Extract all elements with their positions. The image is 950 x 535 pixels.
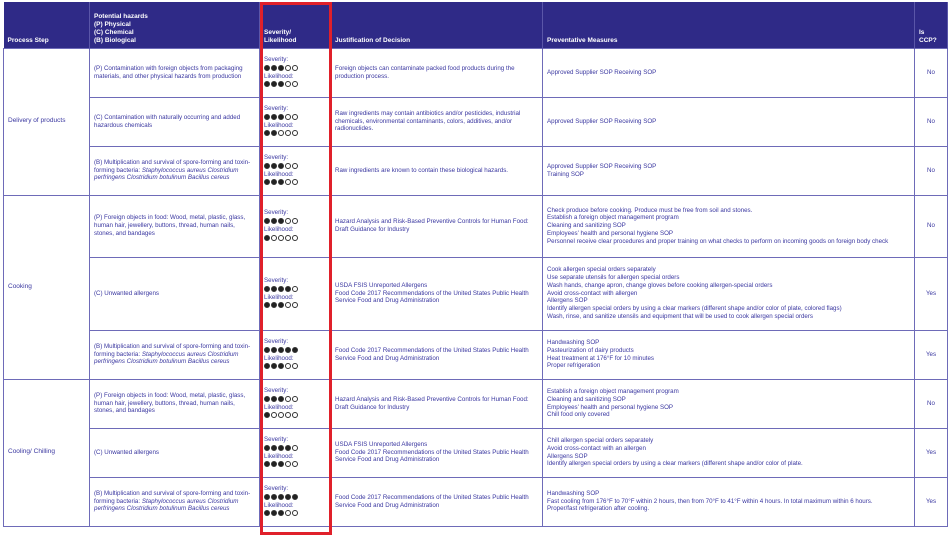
likelihood-dot-empty [278,412,284,418]
measure-item: Cleaning and sanitizing SOP [547,222,626,230]
severity-dot-filled [264,65,270,71]
table-row [4,195,948,257]
likelihood-dot-empty [292,81,298,87]
justification-line: Foreign objects can contaminate packed food products during the production process. [335,64,515,80]
severity-dots [264,494,326,500]
likelihood-dots [264,81,326,87]
likelihood-dot-filled [278,363,284,369]
severity-dot-filled [271,114,277,120]
justification-cell [331,428,543,477]
severity-cell [260,195,331,257]
header-ccp: Is CCP? [915,2,948,48]
measure-item: Approved Supplier SOP Receiving SOP [547,162,657,170]
measure-item: Establish a foreign object management program [547,214,679,222]
severity-dot-filled [292,494,298,500]
table-header-row [4,2,948,48]
severity-dot-filled [285,445,291,451]
measures-cell [543,379,915,428]
hazard-cell [90,48,260,97]
severity-dot-filled [271,163,277,169]
hazard-text: (P) Foreign objects in food: Wood, metal, plastic, glass, human hair, jewellery, buttons, thread, human nails, stones, and bandages [94,214,246,237]
hazard-text: (P) Foreign objects in food: Wood, metal, plastic, glass, human hair, jewellery, buttons, thread, human nails, stones, and bandages [94,391,246,415]
measure-item: Cook allergen special orders separately [547,266,656,274]
likelihood-label: Likelihood: [264,293,294,301]
hazard-text: (P) Contamination with foreign objects from packaging materials, and other physical hazards from production [94,64,243,80]
severity-cell [260,48,331,97]
severity-label: Severity: [264,153,289,161]
ccp-cell: Yes [915,477,948,526]
likelihood-dot-filled [264,81,270,87]
measure-item: Proper/fast refrigeration after cooling. [547,505,650,513]
likelihood-dot-empty [292,412,298,418]
justification-line: USDA FSIS Unreported Allergens [335,281,428,289]
likelihood-dots [264,363,326,369]
hazard-text: (B) Multiplication and survival of spore-forming and toxin-forming bacteria: [94,489,251,505]
justification-line: Hazard Analysis and Risk-Based Preventive Controls for Human Food: Draft Guidance for Industry [335,395,529,411]
likelihood-dot-filled [264,235,270,241]
hazard-cell [90,195,260,257]
severity-dot-filled [271,65,277,71]
severity-dot-filled [278,347,284,353]
severity-dot-filled [278,163,284,169]
likelihood-dot-empty [271,235,277,241]
table-row [4,48,948,97]
likelihood-dot-empty [278,235,284,241]
likelihood-label: Likelihood: [264,226,294,233]
severity-dot-empty [292,286,298,292]
severity-dot-filled [264,494,270,500]
likelihood-dots [264,130,326,136]
measure-item: Approved Supplier SOP Receiving SOP [547,68,657,76]
ccp-cell: No [915,97,948,146]
justification-cell [331,477,543,526]
severity-cell [260,97,331,146]
likelihood-dot-filled [264,302,270,308]
justification-line: Food Code 2017 Recommendations of the United States Public Health Service Food and Drug Administration [335,493,529,509]
severity-dot-filled [285,286,291,292]
measure-item: Employees' health and personal hygiene SOP [547,229,674,237]
likelihood-dot-empty [292,235,298,241]
severity-label: Severity: [264,435,289,443]
likelihood-dots [264,302,326,308]
measure-item: Chill food only covered [547,411,610,419]
justification-cell [331,195,543,257]
table-row [4,257,948,330]
measure-item: Heat treatment at 176°F for 10 minutes [547,354,655,362]
ccp-cell: Yes [915,428,948,477]
ccp-cell: No [915,195,948,257]
process-step-cell: Delivery of products [4,48,90,195]
ccp-cell: No [915,379,948,428]
header-hazards-line: Potential hazards [94,13,148,21]
measure-item: Wash hands, change apron, change gloves before cooking allergen-special orders [547,281,773,289]
severity-label: Severity: [264,55,289,63]
ccp-cell: No [915,48,948,97]
severity-dots [264,65,326,71]
severity-dot-empty [292,114,298,120]
process-step-cell: Cooking [4,195,90,379]
likelihood-dot-filled [264,130,270,136]
justification-cell [331,379,543,428]
measure-item: Fast cooling from 176°F to 70°F within 2 hours, then from 70°F to 41°F within 4 hours. In total maximum within 6 hours. [547,497,873,505]
severity-cell [260,477,331,526]
severity-dot-empty [285,114,291,120]
process-step-cell: Cooling/ Chilling [4,379,90,526]
table-row [4,97,948,146]
likelihood-label: Likelihood: [264,501,294,509]
likelihood-dot-empty [285,363,291,369]
severity-dots [264,218,326,224]
severity-dot-empty [285,396,291,402]
likelihood-dots [264,235,326,241]
header-severity-line: Likelihood [264,36,297,44]
measure-item: Allergens SOP [547,452,588,460]
likelihood-dots [264,179,326,185]
severity-dot-filled [278,218,284,224]
justification-cell [331,97,543,146]
severity-dot-empty [285,218,291,224]
measure-item: Use separate utensils for allergen special orders [547,274,680,282]
severity-label: Severity: [264,484,289,492]
justification-line: Food Code 2017 Recommendations of the United States Public Health Service Food and Drug Administration [335,346,529,362]
severity-dot-filled [278,396,284,402]
likelihood-dot-filled [271,363,277,369]
measures-cell [543,48,915,97]
likelihood-dot-filled [271,302,277,308]
severity-dots [264,163,326,169]
likelihood-dot-filled [271,81,277,87]
severity-cell [260,146,331,195]
likelihood-dot-empty [285,235,291,241]
header-hazards [90,2,260,48]
likelihood-dots [264,412,326,418]
severity-dot-filled [264,286,270,292]
measure-item: Handwashing SOP [547,489,600,497]
severity-label: Severity: [264,209,289,217]
header-measures: Preventative Measures [543,2,915,48]
likelihood-dot-empty [285,461,291,467]
severity-dots [264,286,326,292]
likelihood-dot-filled [278,510,284,516]
likelihood-dot-empty [278,130,284,136]
justification-cell [331,146,543,195]
measure-item: Check produce before cooking. Produce must be free from soil and stones. [547,206,753,214]
measure-item: Chill allergen special orders separately [547,437,654,444]
severity-dot-filled [264,163,270,169]
measure-item: Wash, rinse, and sanitize utensils and equipment that will be used to cook allergen special orders [547,312,813,320]
severity-dot-empty [292,163,298,169]
measure-item: Personnel receive clear procedures and proper training on what checks to perform on incoming goods on foreign body check [547,237,889,245]
likelihood-label: Likelihood: [264,354,294,362]
severity-dot-filled [278,494,284,500]
header-severity [260,2,331,48]
measure-item: Approved Supplier SOP Receiving SOP [547,117,657,125]
severity-dot-filled [264,445,270,451]
table-row [4,330,948,379]
ccp-cell: Yes [915,330,948,379]
severity-label: Severity: [264,276,289,284]
measure-item: Cleaning and sanitizing SOP [547,395,626,403]
severity-cell [260,428,331,477]
severity-cell [260,257,331,330]
severity-label: Severity: [264,337,289,345]
severity-cell [260,379,331,428]
measure-item: Employees' health and personal hygiene SOP [547,403,674,411]
likelihood-label: Likelihood: [264,121,294,129]
justification-line: Raw ingredients are known to contain these biological hazards. [335,166,509,174]
likelihood-label: Likelihood: [264,403,294,411]
severity-dot-filled [271,494,277,500]
severity-dot-filled [285,347,291,353]
ccp-cell: No [915,146,948,195]
likelihood-dot-filled [271,130,277,136]
likelihood-dot-empty [292,130,298,136]
likelihood-label: Likelihood: [264,170,294,178]
hazard-cell [90,97,260,146]
measures-cell [543,428,915,477]
severity-cell [260,330,331,379]
likelihood-dot-empty [285,130,291,136]
measure-item: Handwashing SOP [547,339,600,346]
severity-dots [264,347,326,353]
header-hazards-line: (C) Chemical [94,28,134,36]
measure-item: Identify allergen special orders by using a clear markers (different shape and/or color of plate. [547,460,803,468]
likelihood-dot-empty [271,412,277,418]
justification-line: Hazard Analysis and Risk-Based Preventive Controls for Human Food: Draft Guidance for Industry [335,218,529,233]
hazard-cell [90,477,260,526]
likelihood-dot-empty [285,179,291,185]
severity-dot-filled [271,218,277,224]
severity-dot-filled [264,114,270,120]
justification-line: Food Code 2017 Recommendations of the United States Public Health Service Food and Drug Administration [335,448,529,464]
likelihood-dot-filled [271,461,277,467]
header-process-step: Process Step [4,2,90,48]
hazard-text: (C) Unwanted allergens [94,448,159,456]
measure-item: Allergens SOP [547,297,588,305]
severity-dot-filled [285,494,291,500]
header-severity-line: Severity/ [264,28,292,36]
severity-dot-empty [292,396,298,402]
table-row [4,379,948,428]
justification-cell [331,330,543,379]
likelihood-dot-empty [292,302,298,308]
hazard-cell [90,257,260,330]
likelihood-dot-empty [285,302,291,308]
likelihood-dot-filled [264,363,270,369]
severity-dot-empty [285,65,291,71]
measure-item: Establish a foreign object management program [547,388,679,395]
measures-cell [543,195,915,257]
justification-line: USDA FSIS Unreported Allergens [335,440,428,448]
severity-dot-filled [271,347,277,353]
hazard-cell [90,330,260,379]
measure-item: Identify allergen special orders by using a clear markers (different shape and/or color of plate, colored flags) [547,305,842,313]
likelihood-dots [264,510,326,516]
severity-dot-empty [292,445,298,451]
table-body [4,48,948,526]
severity-dot-filled [278,445,284,451]
likelihood-dot-empty [285,510,291,516]
measures-cell [543,257,915,330]
measures-cell [543,477,915,526]
likelihood-label: Likelihood: [264,72,294,80]
header-hazards-line: (B) Biological [94,36,136,44]
likelihood-dot-filled [278,302,284,308]
header-justification: Justification of Decision [331,2,543,48]
severity-dot-filled [292,347,298,353]
likelihood-dot-empty [285,81,291,87]
table-row [4,477,948,526]
severity-dot-filled [278,114,284,120]
table-row [4,146,948,195]
measures-cell [543,146,915,195]
likelihood-dots [264,461,326,467]
severity-dot-empty [285,163,291,169]
hazard-cell [90,379,260,428]
haccp-table [3,2,948,527]
likelihood-dot-filled [264,179,270,185]
hazard-organisms: Staphylococcus aureus Clostridium perfringens Clostridium botulinum Bacillus cereus [94,497,239,513]
ccp-cell: Yes [915,257,948,330]
hazard-text: (C) Contamination with naturally occurring and added hazardous chemicals [94,113,241,129]
hazard-organisms: Staphylococcus aureus Clostridium perfringens Clostridium botulinum Bacillus cereus [94,166,239,182]
haccp-table-container [3,2,947,533]
likelihood-dot-empty [292,510,298,516]
severity-dot-filled [271,445,277,451]
severity-dot-filled [278,65,284,71]
severity-label: Severity: [264,386,289,394]
likelihood-dot-filled [271,510,277,516]
severity-dot-filled [271,396,277,402]
hazard-cell [90,146,260,195]
table-row [4,428,948,477]
justification-line: Raw ingredients may contain antibiotics and/or pesticides, industrial chemicals, environmental contaminants, colors, additives, and/or radionuclides. [335,109,521,133]
justification-cell [331,48,543,97]
severity-dot-empty [292,218,298,224]
severity-dots [264,396,326,402]
header-hazards-line: (P) Physical [94,21,131,29]
justification-cell [331,257,543,330]
likelihood-dot-filled [278,81,284,87]
likelihood-dot-filled [278,179,284,185]
severity-dot-filled [264,396,270,402]
measure-item: Avoid cross-contact with an allergen [547,444,646,452]
likelihood-dot-filled [271,179,277,185]
likelihood-dot-empty [285,412,291,418]
likelihood-dot-filled [264,412,270,418]
severity-dot-filled [264,347,270,353]
likelihood-dot-empty [292,179,298,185]
justification-line: Food Code 2017 Recommendations of the United States Public Health Service Food and Drug Administration [335,289,529,305]
severity-dots [264,445,326,451]
hazard-organisms: Staphylococcus aureus Clostridium perfringens Clostridium botulinum Bacillus cereus [94,350,239,366]
measure-item: Avoid cross-contact with allergen [547,289,638,297]
severity-dot-filled [278,286,284,292]
severity-dots [264,114,326,120]
severity-dot-empty [292,65,298,71]
measure-item: Pasteurization of dairy products [547,346,634,354]
hazard-cell [90,428,260,477]
measure-item: Training SOP [547,170,584,178]
measure-item: Proper refrigeration [547,362,601,370]
likelihood-dot-empty [292,363,298,369]
severity-dot-filled [264,218,270,224]
likelihood-dot-empty [292,461,298,467]
hazard-text: (C) Unwanted allergens [94,289,159,297]
hazard-text: (B) Multiplication and survival of spore-forming and toxin-forming bacteria: [94,158,251,174]
severity-label: Severity: [264,104,289,112]
hazard-text: (B) Multiplication and survival of spore-forming and toxin-forming bacteria: [94,342,251,358]
severity-dot-filled [271,286,277,292]
likelihood-label: Likelihood: [264,452,294,460]
measures-cell [543,330,915,379]
likelihood-dot-filled [278,461,284,467]
likelihood-dot-filled [264,461,270,467]
measures-cell [543,97,915,146]
likelihood-dot-filled [264,510,270,516]
